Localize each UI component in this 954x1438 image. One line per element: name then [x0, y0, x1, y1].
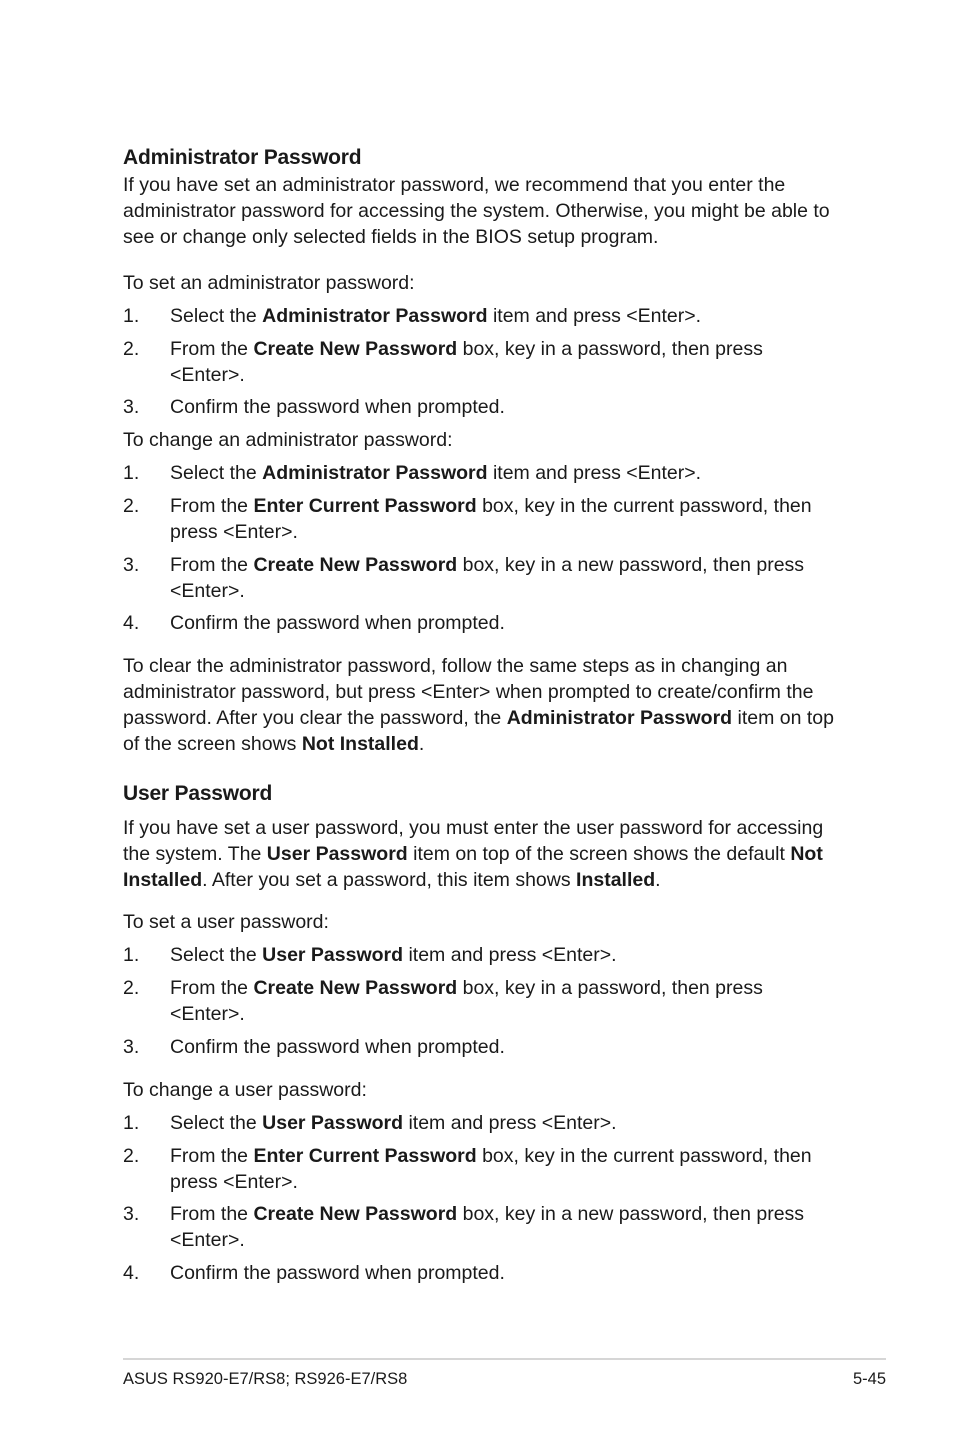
step-text: box, key in the current password, then press <Enter>.	[170, 495, 812, 543]
admin-clear-paragraph	[123, 653, 838, 757]
step-bold: User Password	[262, 944, 404, 966]
user-password-heading: User Password	[123, 782, 273, 805]
step-text: From the	[170, 338, 254, 360]
step-number: 2.	[123, 977, 140, 999]
step-text: Confirm the password when prompted.	[170, 1036, 505, 1058]
step-text: Select the	[170, 462, 263, 484]
footer-model-name: ASUS RS920-E7/RS8; RS926-E7/RS8	[123, 1370, 408, 1388]
step-text: item and press <Enter>.	[487, 462, 702, 484]
step-text: From the	[170, 554, 254, 576]
footer-divider	[123, 1358, 886, 1360]
admin-set-label: To set an administrator password:	[123, 272, 415, 294]
user-password-intro	[123, 815, 838, 893]
user-set-label: To set a user password:	[123, 911, 329, 933]
step-number: 4.	[123, 612, 140, 634]
step-text: From the	[170, 1203, 254, 1225]
step-number: 1.	[123, 944, 140, 966]
step-number: 3.	[123, 1203, 140, 1225]
admin-password-heading: Administrator Password	[123, 146, 362, 169]
step-text: item and press <Enter>.	[487, 305, 702, 327]
step-text: From the	[170, 495, 254, 517]
intro-bold: Installed	[576, 869, 656, 891]
step-text: item and press <Enter>.	[403, 1112, 617, 1134]
step-text: Select the	[170, 1112, 263, 1134]
step-text: From the	[170, 977, 254, 999]
step-number: 2.	[123, 495, 140, 517]
intro-text: item on top of the screen shows the default	[407, 843, 791, 865]
step-text: box, key in the current password, then press <Enter>.	[170, 1145, 812, 1193]
step-number: 3.	[123, 396, 140, 418]
step-bold: Create New Password	[253, 977, 458, 999]
step-text: Select the	[170, 944, 263, 966]
step-number: 4.	[123, 1262, 140, 1284]
step-text: box, key in a new password, then press <Enter>.	[170, 1203, 805, 1251]
intro-text: . After you set a password, this item shows	[202, 869, 577, 891]
step-text: box, key in a password, then press <Enter>.	[170, 338, 763, 386]
clear-text: .	[418, 733, 425, 755]
step-bold: Create New Password	[253, 554, 458, 576]
clear-text: item on top of the screen shows	[123, 707, 834, 755]
step-text: box, key in a new password, then press <Enter>.	[170, 554, 805, 602]
admin-password-intro: If you have set an administrator password, we recommend that you enter the administrator password for accessing the system. Otherwise, you might be able to see or change only selected fields in the BIOS setup program.	[123, 174, 830, 248]
step-text: Confirm the password when prompted.	[170, 396, 505, 418]
step-number: 1.	[123, 305, 140, 327]
step-text: Confirm the password when prompted.	[170, 612, 505, 634]
step-number: 2.	[123, 1145, 140, 1167]
intro-bold: User Password	[266, 843, 408, 865]
step-text: item and press <Enter>.	[403, 944, 617, 966]
intro-text: If you have set a user password, you must enter the user password for accessing the system. The	[123, 817, 824, 865]
step-number: 1.	[123, 1112, 140, 1134]
step-bold: Create New Password	[253, 1203, 458, 1225]
step-number: 2.	[123, 338, 140, 360]
step-number: 3.	[123, 554, 140, 576]
step-bold: Enter Current Password	[253, 495, 477, 517]
clear-bold: Administrator Password	[506, 707, 733, 729]
intro-bold: Not Installed	[123, 843, 823, 891]
step-text: Confirm the password when prompted.	[170, 1262, 505, 1284]
step-bold: Administrator Password	[262, 305, 488, 327]
step-text: box, key in a password, then press <Enter>.	[170, 977, 763, 1025]
step-number: 3.	[123, 1036, 140, 1058]
clear-bold: Not Installed	[301, 733, 419, 755]
intro-text: .	[655, 869, 661, 891]
step-text: From the	[170, 1145, 254, 1167]
step-bold: Administrator Password	[262, 462, 488, 484]
step-bold: Enter Current Password	[253, 1145, 477, 1167]
page-number: 5-45	[852, 1370, 886, 1388]
step-number: 1.	[123, 462, 140, 484]
step-bold: Create New Password	[253, 338, 458, 360]
step-text: Select the	[170, 305, 263, 327]
step-bold: User Password	[262, 1112, 404, 1134]
admin-change-label: To change an administrator password:	[123, 429, 453, 451]
user-change-label: To change a user password:	[123, 1079, 367, 1101]
clear-text: To clear the administrator password, follow the same steps as in changing an administrator password, but press <Enter> when prompted to create/confirm the password. After you clear the password, the	[123, 655, 814, 729]
